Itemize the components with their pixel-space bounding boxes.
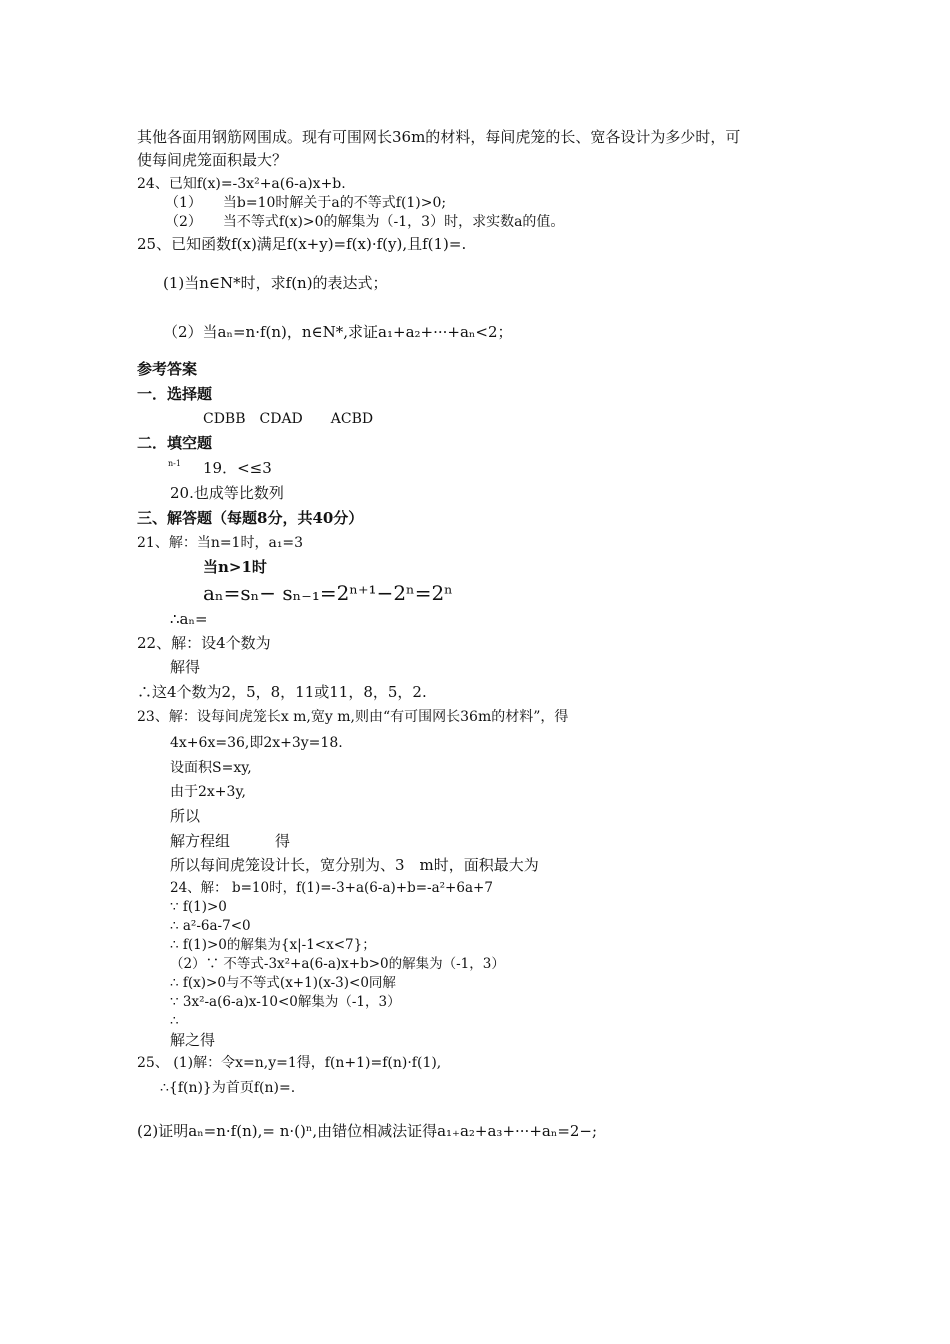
answer-23-line-5: 所以 bbox=[170, 807, 201, 825]
answer-21-line-3: aₙ=sₙ− sₙ₋₁=2ⁿ⁺¹−2ⁿ=2ⁿ bbox=[203, 581, 453, 605]
answer-24-line-3: ∴ a²-6a-7<0 bbox=[170, 918, 251, 934]
section-2-title: 二．填空题 bbox=[137, 434, 213, 452]
answer-24-line-4: ∴ f(1)>0的解集为{x|-1<x<7}； bbox=[170, 937, 376, 953]
section-1-title: 一．选择题 bbox=[137, 385, 213, 403]
answer-25-line-1: 25、 (1)解：令x=n,y=1得，f(n+1)=f(n)·f(1), bbox=[137, 1055, 442, 1071]
problem-25-part-2: （2）当aₙ=n·f(n)，n∈N*,求证a₁+a₂+···+aₙ<2； bbox=[163, 323, 513, 341]
answer-21-line-1: 21、解：当n=1时，a₁=3 bbox=[137, 535, 304, 551]
answer-24-line-5: （2）∵ 不等式-3x²+a(6-a)x+b>0的解集为（-1，3） bbox=[170, 956, 505, 972]
answer-19: 19．<≤3 bbox=[203, 459, 272, 477]
answer-23-line-4: 由于2x+3y, bbox=[170, 784, 246, 800]
answer-21-line-4: ∴aₙ= bbox=[170, 610, 208, 628]
section-1-answers: CDBB CDAD ACBD bbox=[203, 411, 374, 427]
answer-25-line-2: ∴{f(n)}为首页f(n)=. bbox=[160, 1080, 296, 1096]
answer-23-line-3: 设面积S=xy, bbox=[170, 760, 252, 776]
answers-heading: 参考答案 bbox=[137, 360, 198, 378]
answer-24-line-1: 24、解： b=10时，f(1)=-3+a(6-a)+b=-a²+6a+7 bbox=[170, 880, 493, 896]
answer-22-line-1: 22、解：设4个数为 bbox=[137, 634, 271, 652]
section-3-title: 三、解答题（每题8分，共40分） bbox=[137, 509, 364, 527]
problem-24-title: 24、已知f(x)=-3x²+a(6-a)x+b. bbox=[137, 176, 346, 192]
answer-23-line-7: 所以每间虎笼设计长，宽分别为、3 m时，面积最大为 bbox=[170, 856, 539, 874]
answer-24-line-7: ∵ 3x²-a(6-a)x-10<0解集为（-1，3） bbox=[170, 994, 401, 1010]
answer-23-line-1: 23、解：设每间虎笼长x m,宽y m,则由“有可围网长36m的材料”，得 bbox=[137, 709, 569, 725]
answer-24-line-8: ∴ bbox=[170, 1013, 179, 1029]
answer-20: 20.也成等比数列 bbox=[170, 484, 284, 502]
answer-22-line-2: 解得 bbox=[170, 658, 201, 676]
answer-24-line-9: 解之得 bbox=[170, 1031, 216, 1049]
problem-25-title: 25、已知函数f(x)满足f(x+y)=f(x)·f(y),且f(1)=. bbox=[137, 235, 467, 253]
problem-25-part-1: (1)当n∈N*时，求f(n)的表达式； bbox=[163, 274, 388, 292]
problem-24-part-2: （2） 当不等式f(x)>0的解集为（-1，3）时，求实数a的值。 bbox=[165, 214, 565, 230]
answer-22-line-3: ∴这4个数为2，5，8，11或11，8，5，2. bbox=[137, 683, 427, 701]
answer-23-line-2: 4x+6x=36,即2x+3y=18. bbox=[170, 735, 343, 751]
problem-23-continued-line-2: 使每间虎笼面积最大？ bbox=[137, 151, 288, 169]
answer-23-line-6: 解方程组 得 bbox=[170, 832, 291, 850]
section-2-superscript-note: n-1 bbox=[168, 459, 181, 468]
problem-24-part-1: （1） 当b=10时解关于a的不等式f(1)>0; bbox=[165, 195, 447, 211]
problem-23-continued-line-1: 其他各面用钢筋网围成。现有可围网长36m的材料，每间虎笼的长、宽各设计为多少时，可 bbox=[137, 128, 741, 146]
answer-24-line-2: ∵ f(1)>0 bbox=[170, 899, 227, 915]
answer-21-line-2: 当n>1时 bbox=[203, 558, 267, 576]
answer-24-line-6: ∴ f(x)>0与不等式(x+1)(x-3)<0同解 bbox=[170, 975, 396, 991]
answer-25-line-3: (2)证明aₙ=n·f(n),= n·()ⁿ,由错位相减法证得a₁₊a₂+a₃+···+aₙ=2−; bbox=[137, 1122, 598, 1140]
